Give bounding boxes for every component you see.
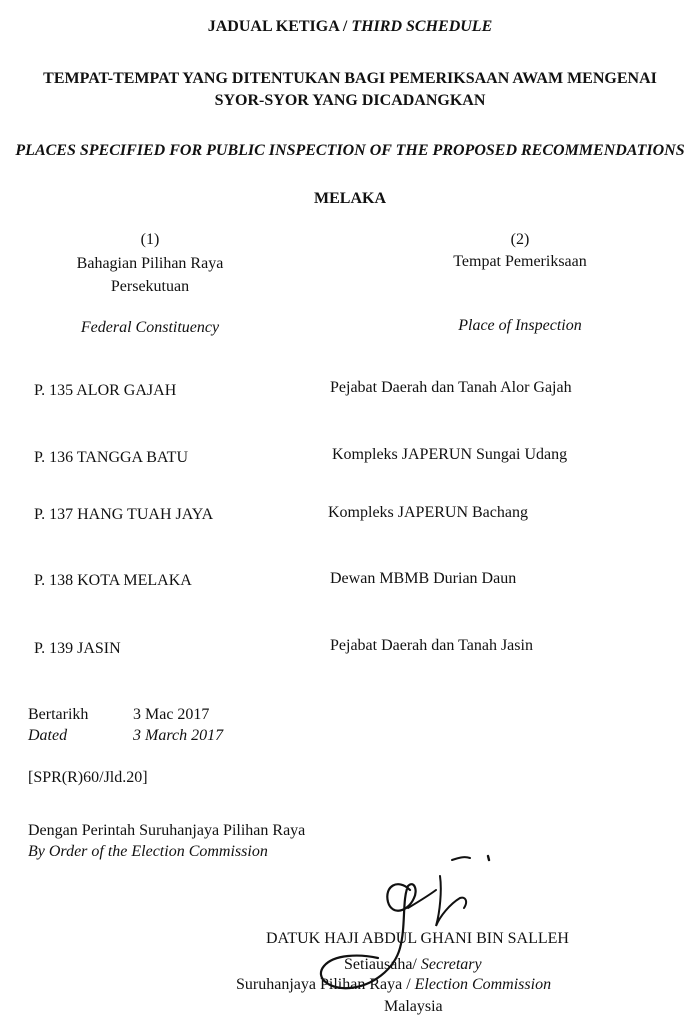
title-ms-line1: TEMPAT-TEMPAT YANG DITENTUKAN BAGI PEMERIKSAAN AWAM MENGENAI (43, 70, 657, 87)
signatory-name: DATUK HAJI ABDUL GHANI BIN SALLEH (266, 930, 569, 947)
row-place: Kompleks JAPERUN Sungai Udang (332, 446, 568, 463)
commission-line (236, 976, 551, 994)
row-constituency: P. 136 TANGGA BATU (34, 449, 188, 466)
col1-label-en: Federal Constituency (80, 319, 220, 336)
col2-label-en: Place of Inspection (458, 317, 582, 334)
position-ms: Setiausaha/ (344, 956, 417, 973)
col2-label-ms: Tempat Pemeriksaan (453, 253, 587, 270)
row-place: Pejabat Daerah dan Tanah Alor Gajah (330, 379, 572, 396)
col1-number: (1) (140, 231, 160, 248)
row-constituency: P. 139 JASIN (34, 640, 121, 657)
reference-number: [SPR(R)60/Jld.20] (28, 769, 148, 786)
order-ms: Dengan Perintah Suruhanjaya Pilihan Raya (28, 822, 306, 839)
title-ms-line2: SYOR-SYOR YANG DICADANGKAN (214, 92, 486, 109)
row-constituency: P. 135 ALOR GAJAH (34, 382, 177, 399)
signatory-position (344, 956, 482, 974)
dated-value-ms: 3 Mac 2017 (133, 706, 210, 723)
row-place: Dewan MBMB Durian Daun (330, 570, 517, 587)
dated-value-en: 3 March 2017 (133, 727, 224, 744)
title-en: PLACES SPECIFIED FOR PUBLIC INSPECTION OF THE PROPOSED RECOMMENDATIONS (15, 142, 685, 159)
position-en: Secretary (420, 956, 482, 973)
schedule-title (0, 18, 700, 36)
row-constituency: P. 138 KOTA MELAKA (34, 572, 192, 589)
row-place: Kompleks JAPERUN Bachang (328, 504, 528, 521)
row-constituency: P. 137 HANG TUAH JAYA (34, 506, 214, 523)
col2-number: (2) (510, 231, 530, 248)
order-en: By Order of the Election Commission (28, 843, 268, 860)
dated-label-ms: Bertarikh (28, 706, 89, 723)
state-heading: MELAKA (314, 190, 386, 207)
country: Malaysia (384, 998, 443, 1015)
row-place: Pejabat Daerah dan Tanah Jasin (330, 637, 533, 654)
col1-label-ms-line2: Persekutuan (110, 278, 190, 295)
col1-label-ms-line1: Bahagian Pilihan Raya (76, 255, 224, 272)
dated-label-en: Dated (28, 727, 68, 744)
commission-ms: Suruhanjaya Pilihan Raya / (236, 976, 411, 993)
schedule-title-en: THIRD SCHEDULE (351, 18, 493, 35)
schedule-title-ms: JADUAL KETIGA / (207, 18, 348, 35)
commission-en: Election Commission (414, 976, 552, 993)
